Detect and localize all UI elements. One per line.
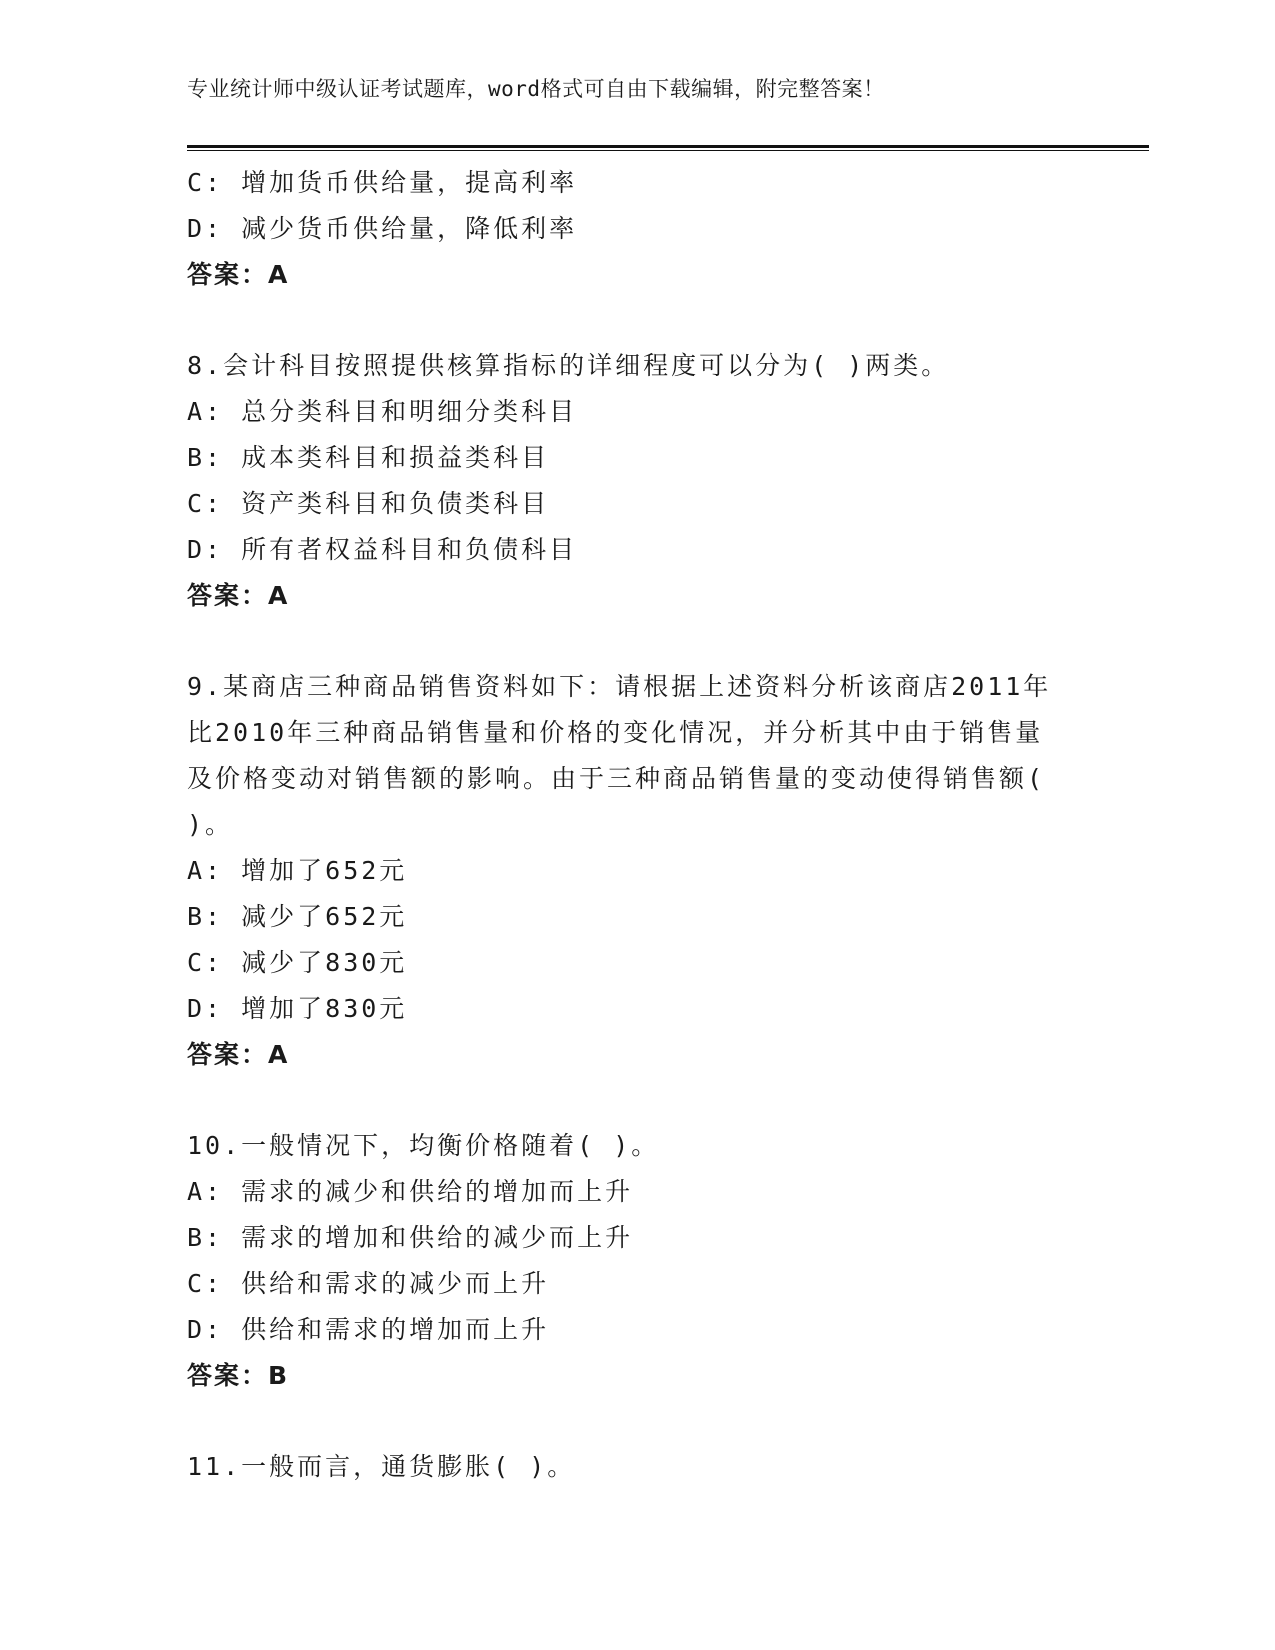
option-b: B: 成本类科目和损益类科目 [187, 443, 550, 472]
question-text: 10.一般情况下，均衡价格随着( )。 [187, 1131, 660, 1160]
question-10 [187, 1123, 1087, 1399]
answer: 答案：A [187, 260, 290, 289]
question-8 [187, 343, 1087, 619]
option-d: D: 增加了830元 [187, 994, 408, 1023]
question-text-line-3: 及价格变动对销售额的影响。由于三种商品销售量的变动使得销售额( [187, 764, 1046, 793]
answer: 答案：B [187, 1361, 290, 1390]
question-text-line-4: )。 [187, 810, 234, 839]
option-c: C: 供给和需求的减少而上升 [187, 1269, 550, 1298]
option-a: A: 增加了652元 [187, 856, 408, 885]
question-7-continuation [187, 160, 1087, 298]
option-c: C: 增加货币供给量，提高利率 [187, 168, 578, 197]
answer: 答案：A [187, 1040, 290, 1069]
option-a: A: 总分类科目和明细分类科目 [187, 397, 578, 426]
document-body [187, 160, 1087, 1490]
option-d: D: 供给和需求的增加而上升 [187, 1315, 550, 1344]
option-c: C: 减少了830元 [187, 948, 408, 977]
header-divider [187, 145, 1149, 151]
option-b: B: 需求的增加和供给的减少而上升 [187, 1223, 634, 1252]
option-b: B: 减少了652元 [187, 902, 408, 931]
question-11 [187, 1444, 1087, 1490]
question-text: 11.一般而言，通货膨胀( )。 [187, 1452, 576, 1481]
question-text: 8.会计科目按照提供核算指标的详细程度可以分为( )两类。 [187, 351, 950, 380]
option-a: A: 需求的减少和供给的增加而上升 [187, 1177, 634, 1206]
question-text-line-2: 比2010年三种商品销售量和价格的变化情况，并分析其中由于销售量 [187, 718, 1044, 747]
page-header: 专业统计师中级认证考试题库，word格式可自由下载编辑，附完整答案！ [187, 77, 885, 101]
option-c: C: 资产类科目和负债类科目 [187, 489, 550, 518]
question-text-line-1: 9.某商店三种商品销售资料如下：请根据上述资料分析该商店2011年 [187, 672, 1052, 701]
question-9 [187, 664, 1087, 1078]
option-d: D: 所有者权益科目和负债科目 [187, 535, 578, 564]
answer: 答案：A [187, 581, 290, 610]
option-d: D: 减少货币供给量，降低利率 [187, 214, 578, 243]
